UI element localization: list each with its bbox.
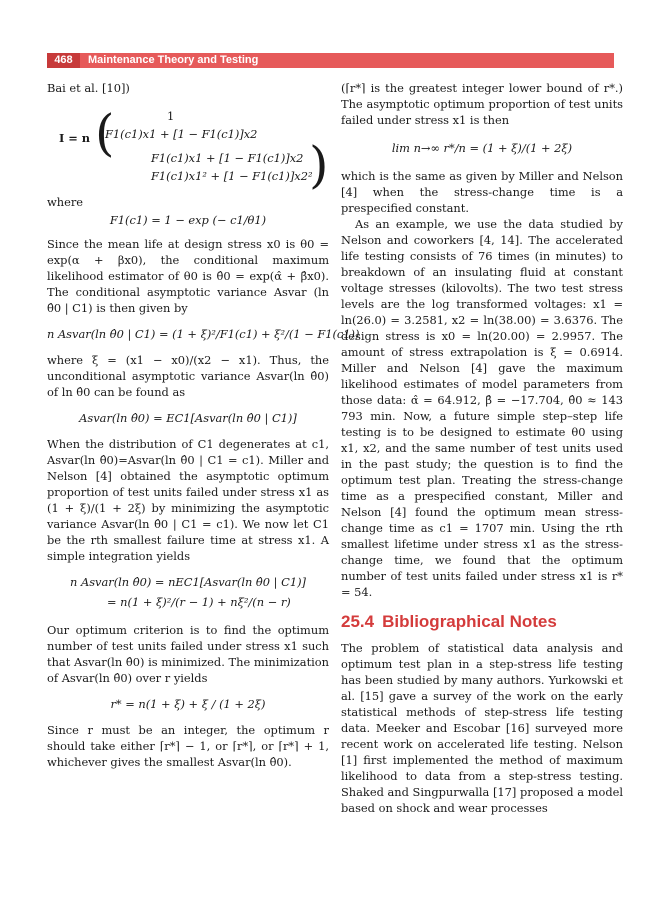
eq-n-asvar-1: n Asvar(ln θ̂0) = nEC1[Asvar(ln θ̂0 | C1)] xyxy=(70,575,306,589)
right-column xyxy=(341,80,623,816)
para-example: As an example, we use the data studied by Nelson and coworkers [4, 14]. The accelerated life testing consists of 76 times (in minutes) to breakdown of an insulating fluid at constant voltage stresses (kilovolts). The two test stress levels are the log transformed voltages: x1 = ln(26.0) = 3.2581, x2 = ln(38.00) = 3.6376. The design stress is x0 = ln(20.00) = 2.9957. The amount of stress extrapolation is ξ = 0.6914. Miller and Nelson [4] gave the maximum likelihood estimates of model parameters from those data: α̂ = 64.912, β̂ = −17.704, θ̂0 ≈ 143 793 min. Now, a future simple step–step life testing is to be designed to estimate θ0 using x1, x2, and the same number of test units used in the past study; the question is to find the optimum test plan. Treating the stress-change time as a prespecified constant, Miller and Nelson [4] found the optimum mean stress-change time as c1 = 1707 min. Using the rth smallest lifetime under stress x1 as the stress-change time, we found that the optimum number of test units failed under stress x1 is r* = 54. xyxy=(341,217,623,599)
para-biblio: The problem of statistical data analysis and optimum test plan in a step-stress life testing has been studied by many authors. Yurkowski et al. [15] gave a survey of the work on the early statistical methods of step-stress life testing data. Meeker and Escobar [16] surveyed more recent work on accelerated life testing. Nelson [1] first implemented the method of maximum likelihood to data from a step-stress testing. Shaked and Singpurwalla [17] proposed a model based on shock and wear processes xyxy=(341,641,623,815)
section-number: 25.4 xyxy=(341,612,375,631)
para-criterion: Our optimum criterion is to find the optimum number of test units failed under stress x1 such that Asvar(ln θ̂0) is minimized. The minimization of Asvar(ln θ̂0) over r yields xyxy=(47,623,329,685)
matrix-right-paren: ) xyxy=(309,136,329,194)
eq-rstar: r* = n(1 + ξ) + ξ / (1 + 2ξ) xyxy=(110,697,266,711)
section-title: Bibliographical Notes xyxy=(382,612,557,631)
eq-n-asvar-2: = n(1 + ξ)²/(r − 1) + nξ²/(n − r) xyxy=(107,595,291,609)
para-floor: (⌈r*⌉ is the greatest integer lower bound of r*.) The asymptotic optimum proportion of test units failed under stress x1 is then xyxy=(341,81,623,127)
para-same: which is the same as given by Miller and Nelson [4] when the stress-change time is a prespecified constant. xyxy=(341,169,623,215)
fisher-matrix-equation xyxy=(47,100,329,194)
matrix-r2: F1(c1)x1 + [1 − F1(c1)]x2 xyxy=(151,151,304,165)
matrix-r3: F1(c1)x1² + [1 − F1(c1)]x2² xyxy=(151,169,313,183)
where-label: where xyxy=(47,195,84,209)
para-mean-life: Since the mean life at design stress x0 is θ0 = exp(α + βx0), the conditional maximum likelihood estimator of θ0 is θ̂0 = exp(α̂ + β̂x0). The conditional asymptotic variance Asvar (ln θ̂0 | C1) is then given by xyxy=(47,237,329,315)
matrix-lhs: I = n xyxy=(59,131,91,145)
intro-line: Bai et al. [10]) xyxy=(47,81,130,95)
eq-F1: F1(c1) = 1 − exp (− c1/θ1) xyxy=(109,213,267,227)
page-number: 468 xyxy=(47,53,80,68)
para-integer: Since r must be an integer, the optimum r should take either ⌈r*⌉ − 1, or ⌈r*⌉, or ⌈r*⌉ + 1, whichever gives the smallest Asvar(ln θ̂0). xyxy=(47,723,329,769)
eq-limit: lim n→∞ r*/n = (1 + ξ)/(1 + 2ξ) xyxy=(391,141,573,155)
matrix-r1: 1 xyxy=(167,109,175,123)
section-heading xyxy=(341,614,623,630)
eq-conditional-asvar: n Asvar(ln θ̂0 | C1) = (1 + ξ)²/F1(c1) + ξ²/(1 − F1(c1)) xyxy=(47,327,360,341)
eq-unconditional: Asvar(ln θ̂0) = EC1[Asvar(ln θ̂0 | C1)] xyxy=(79,411,297,425)
para-degenerate: When the distribution of C1 degenerates at c1, Asvar(ln θ̂0)=Asvar(ln θ̂0 | C1 = c1). Miller and Nelson [4] obtained the asymptotic optimum proportion of test units failed under stress x1 as (1 + ξ)/(1 + 2ξ) by minimizing the asymptotic variance Asvar(ln θ̂0 | C1 = c1). We now let C1 be the rth smallest failure time at stress x1. A simple integration yields xyxy=(47,437,329,563)
running-title: Maintenance Theory and Testing xyxy=(88,54,259,66)
para-unconditional: where ξ = (x1 − x0)/(x2 − x1). Thus, the unconditional asymptotic variance Asvar(ln θ̂0) of ln θ̂0 can be found as xyxy=(47,353,329,399)
matrix-r1b: F1(c1)x1 + [1 − F1(c1)]x2 xyxy=(105,127,258,141)
matrix-left-paren: ( xyxy=(95,104,115,162)
